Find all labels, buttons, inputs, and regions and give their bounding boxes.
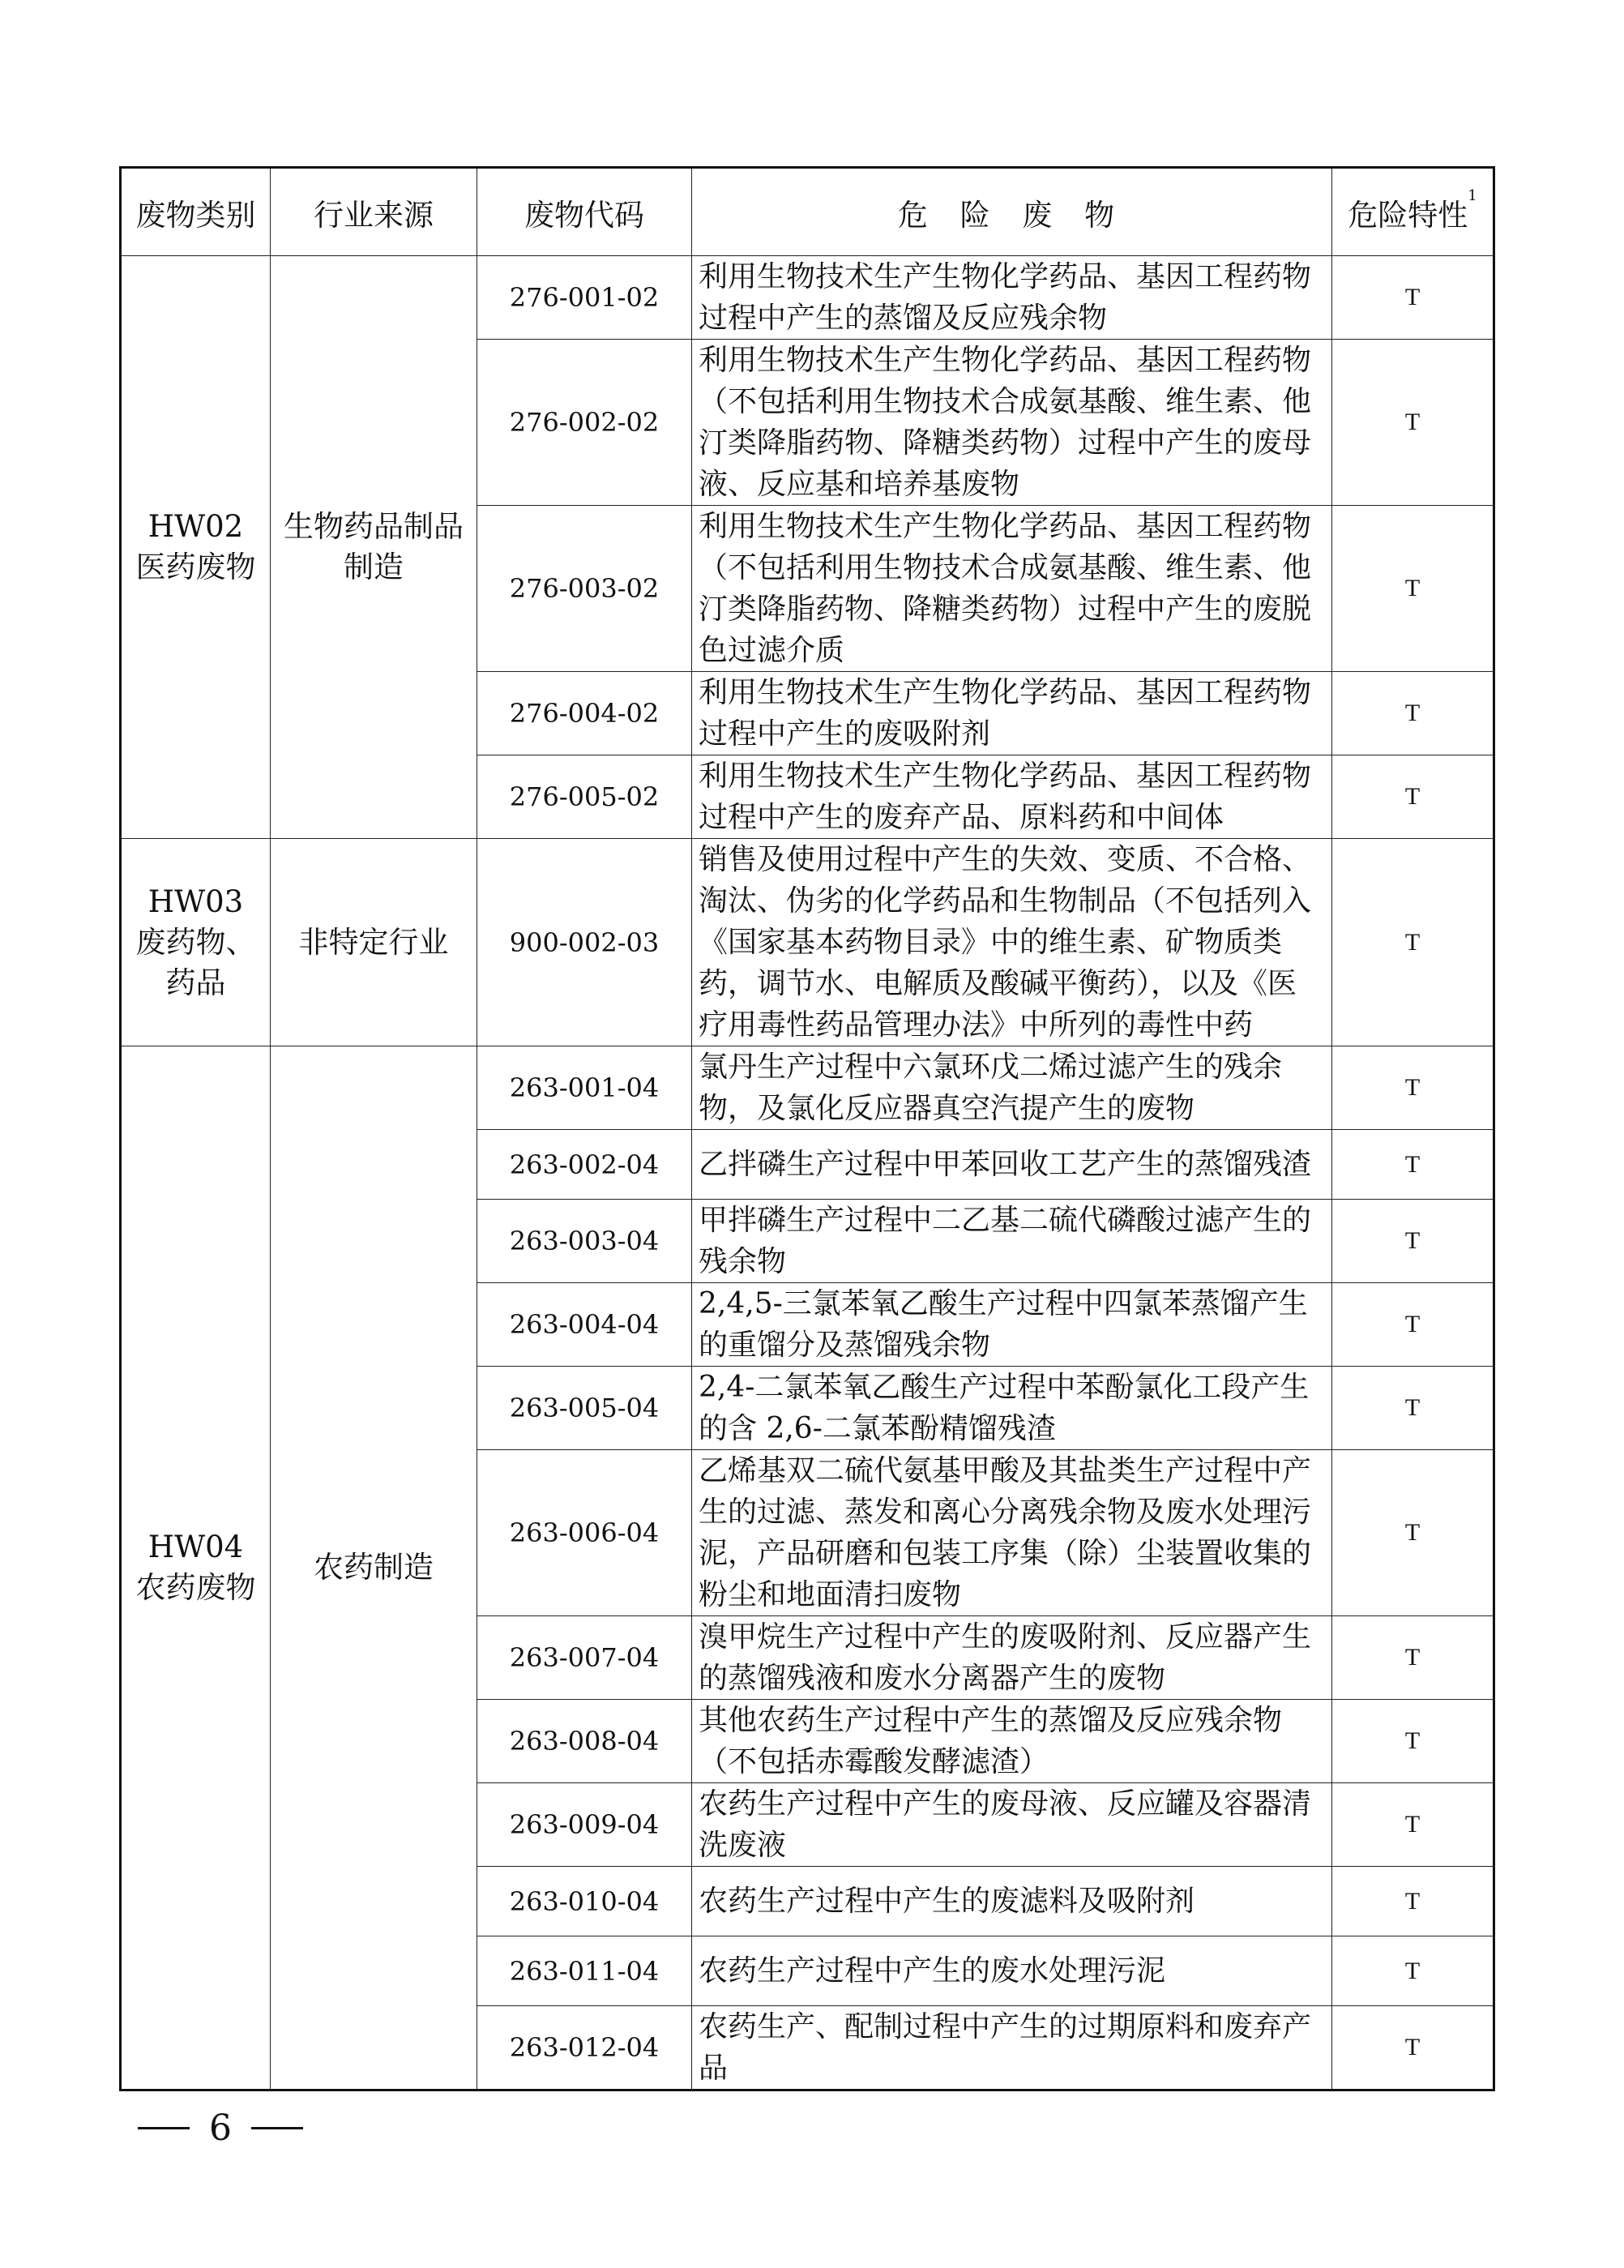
waste-description-cell: 农药生产过程中产生的废母液、反应罐及容器清洗废液 [692,1783,1332,1867]
source-cell [271,256,477,839]
waste-description-cell: 2,4,5-三氯苯氧乙酸生产过程中四氯苯蒸馏产生的重馏分及蒸馏残余物 [692,1283,1332,1367]
source-text: 非特定行业 [298,924,449,960]
waste-code-cell: 276-001-02 [477,256,692,340]
hazard-property-cell: T [1332,839,1494,1046]
waste-code-cell: 263-009-04 [477,1783,692,1867]
header-hazard [1332,168,1494,256]
waste-description-cell: 其他农药生产过程中产生的蒸馏及反应残余物（不包括赤霉酸发酵滤渣） [692,1700,1332,1783]
waste-description-cell: 乙拌磷生产过程中甲苯回收工艺产生的蒸馏残渣 [692,1130,1332,1200]
waste-description-cell: 利用生物技术生产生物化学药品、基因工程药物过程中产生的废弃产品、原料药和中间体 [692,755,1332,839]
waste-code-cell: 263-002-04 [477,1130,692,1200]
source-cell [271,839,477,1046]
waste-code-cell: 263-008-04 [477,1700,692,1783]
waste-description-cell: 利用生物技术生产生物化学药品、基因工程药物过程中产生的废吸附剂 [692,672,1332,755]
source-text: 制造 [344,550,404,584]
source-cell [271,1046,477,2090]
hazard-property-cell: T [1332,340,1494,506]
waste-description-cell: 农药生产、配制过程中产生的过期原料和废弃产品 [692,2006,1332,2090]
category-text: 农药废物 [135,1570,256,1605]
hazard-property-cell: T [1332,256,1494,340]
waste-description-cell: 氯丹生产过程中六氯环戊二烯过滤产生的残余物，及氯化反应器真空汽提产生的废物 [692,1046,1332,1130]
header-hazard-footnote: 1 [1468,186,1477,204]
waste-code-cell: 900-002-03 [477,839,692,1046]
table-row [121,839,1494,1046]
footer-dash-left [138,2127,190,2129]
category-cell [121,256,271,839]
table-row [121,1046,1494,1130]
header-source: 行业来源 [271,168,477,256]
waste-description-cell: 农药生产过程中产生的废滤料及吸附剂 [692,1867,1332,1936]
hazard-property-cell: T [1332,1130,1494,1200]
header-category: 废物类别 [121,168,271,256]
category-cell [121,1046,271,2090]
source-text: 农药制造 [314,1550,434,1585]
header-waste-label: 危 险 废 物 [897,197,1126,233]
waste-code-cell: 263-007-04 [477,1616,692,1700]
hazard-property-cell: T [1332,755,1494,839]
table-row [121,256,1494,340]
category-text: 药品 [165,965,226,1000]
waste-description-cell: 乙烯基双二硫代氨基甲酸及其盐类生产过程中产生的过滤、蒸发和离心分离残余物及废水处理污泥，产品研磨和包装工序集（除）尘装置收集的粉尘和地面清扫废物 [692,1450,1332,1616]
header-hazard-label: 危险特性 [1348,197,1468,233]
category-cell [121,839,271,1046]
category-text: HW03 [147,884,244,919]
hazard-property-cell: T [1332,506,1494,672]
header-row [121,168,1494,256]
waste-code-cell: 263-003-04 [477,1200,692,1283]
waste-description-cell: 2,4-二氯苯氧乙酸生产过程中苯酚氯化工段产生的含 2,6-二氯苯酚精馏残渣 [692,1367,1332,1450]
waste-code-cell: 263-006-04 [477,1450,692,1616]
hazard-property-cell: T [1332,2006,1494,2090]
category-text: HW02 [147,509,244,544]
hazard-property-cell: T [1332,1936,1494,2006]
waste-code-cell: 263-012-04 [477,2006,692,2090]
waste-code-cell: 276-005-02 [477,755,692,839]
waste-description-cell: 利用生物技术生产生物化学药品、基因工程药物（不包括利用生物技术合成氨基酸、维生素、他汀类降脂药物、降糖类药物）过程中产生的废脱色过滤介质 [692,506,1332,672]
footer-dash-right [251,2127,303,2129]
waste-description-cell: 销售及使用过程中产生的失效、变质、不合格、淘汰、伪劣的化学药品和生物制品（不包括列入《国家基本药物目录》中的维生素、矿物质类药，调节水、电解质及酸碱平衡药），以及《医疗用毒性药品管理办法》中所列的毒性中药 [692,839,1332,1046]
waste-description-cell: 利用生物技术生产生物化学药品、基因工程药物（不包括利用生物技术合成氨基酸、维生素、他汀类降脂药物、降糖类药物）过程中产生的废母液、反应基和培养基废物 [692,340,1332,506]
page-number: 6 [209,2108,232,2149]
hazard-property-cell: T [1332,1200,1494,1283]
waste-code-cell: 263-001-04 [477,1046,692,1130]
header-waste [692,168,1332,256]
hazard-property-cell: T [1332,1450,1494,1616]
hazard-property-cell: T [1332,1700,1494,1783]
waste-code-cell: 263-005-04 [477,1367,692,1450]
hazard-property-cell: T [1332,1367,1494,1450]
category-text: 废药物、 [135,924,256,960]
waste-description-cell: 甲拌磷生产过程中二乙基二硫代磷酸过滤产生的残余物 [692,1200,1332,1283]
source-text: 生物药品制品 [284,509,464,544]
waste-code-cell: 263-011-04 [477,1936,692,2006]
hazard-property-cell: T [1332,1867,1494,1936]
page-footer [138,2108,303,2149]
waste-code-cell: 276-003-02 [477,506,692,672]
waste-description-cell: 利用生物技术生产生物化学药品、基因工程药物过程中产生的蒸馏及反应残余物 [692,256,1332,340]
waste-description-cell: 溴甲烷生产过程中产生的废吸附剂、反应器产生的蒸馏残液和废水分离器产生的废物 [692,1616,1332,1700]
category-text: 医药废物 [135,550,256,584]
waste-code-cell: 263-010-04 [477,1867,692,1936]
waste-code-cell: 263-004-04 [477,1283,692,1367]
hazard-property-cell: T [1332,1616,1494,1700]
hazard-property-cell: T [1332,672,1494,755]
waste-code-cell: 276-004-02 [477,672,692,755]
header-code: 废物代码 [477,168,692,256]
waste-description-cell: 农药生产过程中产生的废水处理污泥 [692,1936,1332,2006]
hazardous-waste-table [119,166,1495,2091]
table-body [121,256,1494,2090]
hazard-property-cell: T [1332,1283,1494,1367]
waste-code-cell: 276-002-02 [477,340,692,506]
hazard-property-cell: T [1332,1783,1494,1867]
hazard-property-cell: T [1332,1046,1494,1130]
category-text: HW04 [147,1530,244,1564]
